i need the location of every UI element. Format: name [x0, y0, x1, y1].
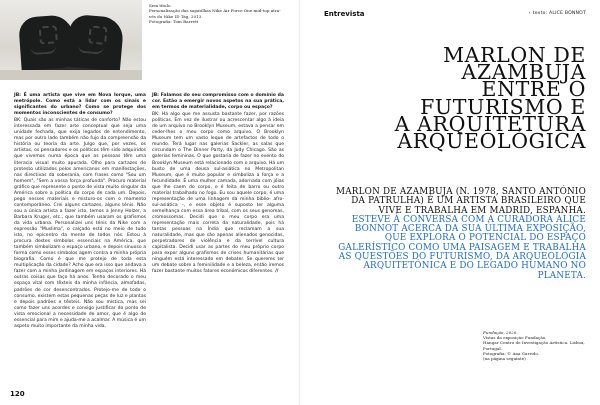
article-lead: ESTEVE À CONVERSA COM A CURADORA ALICE BONNOT ACERCA DA SUA ÚLTIMA EXPOSIÇÃO, QUE EXPLORA O POTENCIAL DO ESPAÇO GALERÍSTICO COMO UMA PAISAGEM E TRABALHA AS QUESTÕES DO FUTURISMO, DA ARQUEOLOGIA ARQUITETÓNICA E DO LEGADO HUMANO NO PLANETA.: [338, 214, 586, 281]
text-column-2: [152, 93, 284, 275]
section-label: Entrevista: [324, 10, 365, 18]
caption-line: Fotografia: © Ana Garrido.: [483, 350, 540, 356]
answer-text: BK: Há algo que me assusta bastante fazer, por razões políticas. Em vez de ilustrar ou acrescentar algo à ideia de um arquivo no Brooklyn Museum, estava a pensar em ceder-lhes o meu corpo como arquivo. O Brooklyn Museum tem um vasto leque de artefactos de todo o mundo. Terá lugar nas galerias Sackler, as salas que circundam o The Dinner Party, da Judy Chicago. São as galerias femininas. O que gostaria de fazer no evento do Brooklyn Museum está relacionado com o arquivo. Há um busto de uma deusa sul-asiática no Metropolitan Museum, que é muito popular e simboliza a força e a fecundidade. É uma mulher camada, adornada com jóias que lhe caem do corpo, e é feita de barro ou outro material trabalhado no fogo. Eu sou aquele corpo, é uma representação de uma linhagem da minha biblio- afro-sul-asiática –, e esse objeto é suposto ter alguma semelhança com essa área tribal, com os seus genomas, cromossomas. Decidi que o meu corpo era uma representação mais correta da naturalidade, pois há tantas pessoas na Índia que reclamam a sua naturalidade, mas que são apenas alienados genocidas, perpetradores de violência e da terrível cultura capitalista. Decidi usar as partes do meu próprio corpo para expor alguns grafismos de crises humanitárias que ninguém está interessado em debater. Se quereres ter um debate sobre a feminilidade e a beleza, então iremos fazer bastante muitos fatores económicos diferentes.: [152, 112, 284, 275]
title-line: FUTURISMO E: [420, 94, 586, 119]
caption-line: vés do Nike ID Tag, 2013.: [149, 13, 203, 19]
text-column-1: [14, 93, 146, 330]
caption-line: Sem título.: [149, 3, 172, 8]
byline-text: texto: ALICE BONNOT: [532, 11, 586, 16]
caption-line: Fotografia: Tom Barrett: [149, 18, 199, 24]
article-intro: [336, 188, 586, 281]
caption-line: Hangar Centro de Investigação Artística. Lisboa, Portugal.: [483, 340, 585, 351]
sneakers-photo: [0, 0, 142, 80]
title-line: AZAMBUJA: [461, 60, 586, 85]
title-line: ENTRE O: [481, 77, 586, 102]
artist-bio: MARLON DE AZAMBUJA (N. 1978, SANTO ANTÓNIO DA PATRULHA) É UM ARTISTA BRASILEIRO QUE VIVE E TRABALHA EM MADRID, ESPANHA.: [336, 187, 586, 216]
sneaker-right: [66, 14, 125, 76]
title-line: A ARQUITETURA: [394, 111, 586, 136]
end-mark: //: [275, 269, 279, 275]
interview-answer: [152, 112, 284, 275]
photo-caption: [149, 3, 297, 24]
arrow-icon: ›: [528, 11, 531, 16]
caption-line: Personalização das sapatilhas Nike Air Force One mid-top atra-: [149, 8, 281, 14]
caption-line: (na página seguinte): [483, 356, 526, 362]
right-page: [300, 0, 600, 405]
interview-question: JB: Falamos do seu compromisso com o domínio da cor. Estão a emergir novos aspetos na sua prática, em termos de materialidade, corpo ou espaço?: [152, 93, 284, 111]
caption-line: Vistas da exposição Fundação.: [483, 335, 547, 341]
title-line: MARLON DE: [443, 43, 586, 67]
caption-line: Fundação, 2020.: [483, 330, 518, 335]
exhibition-caption: [483, 330, 595, 361]
article-title: [336, 43, 586, 154]
interview-answer: BK: Quais são as minhas táticas de conforto? Não estou interessada em fazer arte conceptual que seja uma unidade fechada, que exija legados de entendimento, mas por outro lado também não fujo da compreensão da história ou teoria da arte. Julgo que, por vezes, os artistas, os pensadores e os políticos têm sido adquiridos que vivemos numa época que as pessoas têm uma literacia visual muito apurada. Olho para cartazes de protesto utilizados pelos americanos em manifestações, nas directivas da soberania, com frases como "Sou um homem", "Sem a vossa força profunda". Procuro material gráfico que represente o ponto de vista muito singular da América sobre a política do corpo de cada um. Depois, pego nesses materiais e misturo-os com o momento contemporâneo. Crei alguns cartazes, alguns ténis. Não sou a única artista a fazer isto, temos a Jenny Holzer, a Barbara Kruger, etc., que também usaram os grafismos da vida urbana. Personalizei uns ténis da Nike com a expressão "Muslima", o calçado está no meio de tudo isto, no epicentro da mente de todos nós. Estou à procura destes símbolos essenciais na América, que também simbolizam o espaço urbano, e depois sinuoso a forma como esses símbolos agem contra a minha própria biografia. Como é que me protejo de toda esta multiplicação da cidade? Acho que era isso que andava a fazer com a minha jardinagem em espaços interiores. Há outras coisas que faço há anos. Tenho decorado o meu espaço vital com têxteis da minha infância, almofadas, padrões de cor desencontrados. Protejo-me de todo o consumo, existem estas pequenas peças de luz e plantas e depois padrões e têxteis. Não sou mística, mas sei como fazer uns acordes e consigo justificar do ponto de vista emocional a necessidade de amor, que é algo de essencial para mim e ajuda-me a acalmar. A música é um aspeto muito importante da minha vida.: [14, 118, 146, 329]
page-number: 120: [10, 390, 25, 398]
interview-question: JB: É uma artista que vive em Nova Iorque, uma metrópole. Como está a lidar com os sinais e significantes do urbano? Como se protege dos momentos inconscientes de consumo?: [14, 93, 146, 117]
title-line: ARQUEOLÓGICA: [397, 129, 586, 154]
byline: [529, 11, 586, 16]
